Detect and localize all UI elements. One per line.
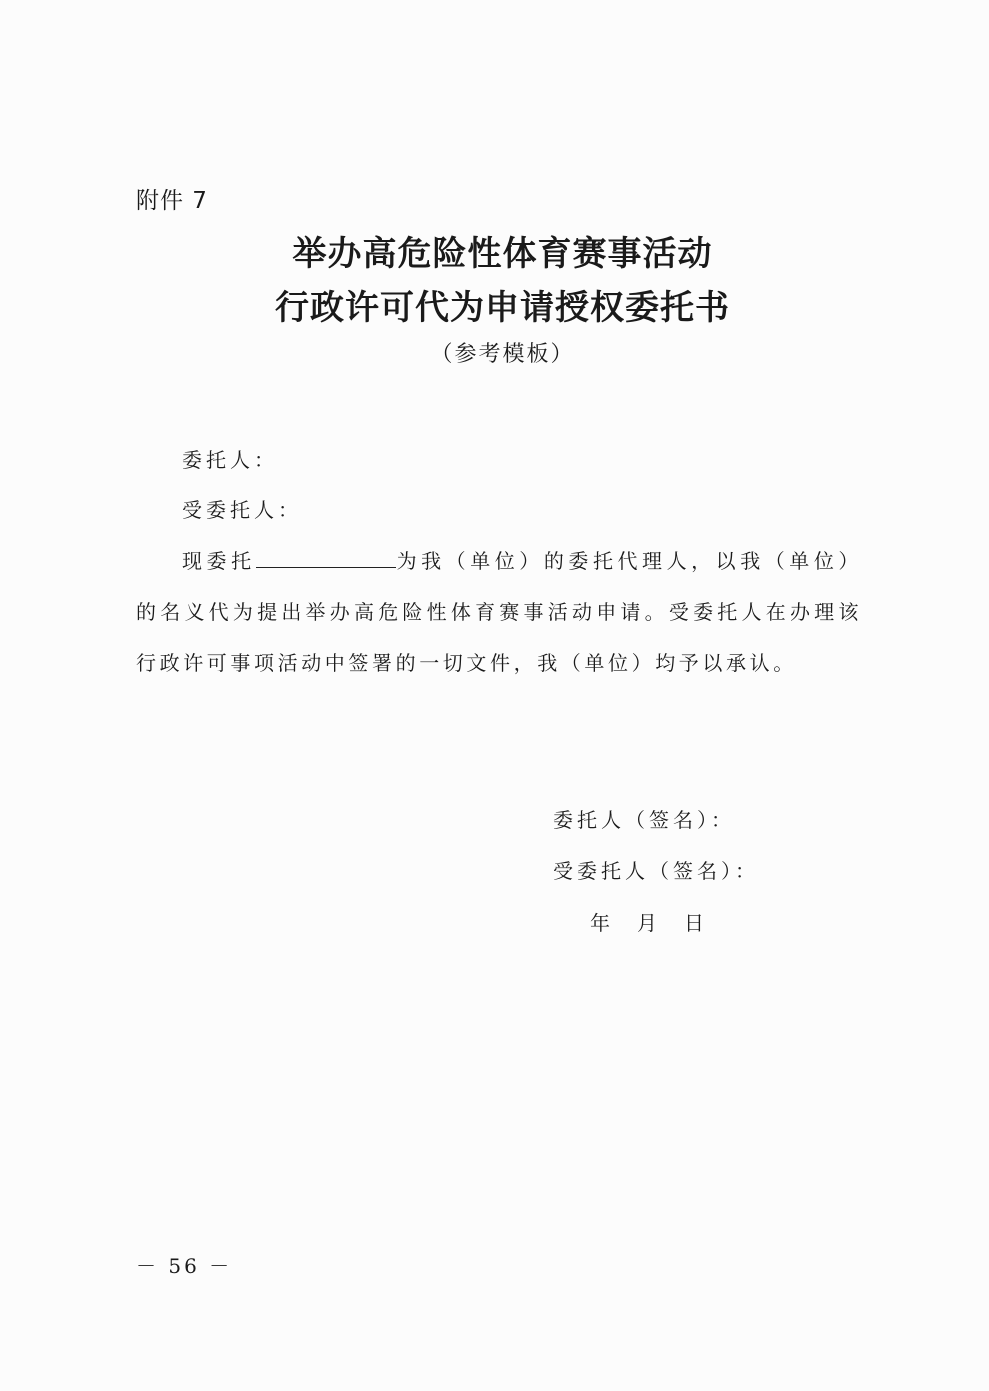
authorization-paragraph	[136, 536, 862, 689]
principal-signature-label: 委托人（签名）：	[553, 808, 735, 832]
date-day-label: 日	[684, 911, 704, 935]
principal-field-label: 委托人：	[182, 448, 278, 472]
date-month-label: 月	[637, 911, 657, 935]
page-number: － 56 －	[136, 1254, 233, 1278]
document-title-line-2: 行政许可代为申请授权委托书	[275, 288, 730, 328]
agent-name-blank	[256, 549, 396, 568]
document-title-line-1: 举办高危险性体育赛事活动	[292, 234, 713, 274]
paragraph-lead-text: 现委托	[182, 549, 256, 573]
agent-field-label: 受委托人：	[182, 498, 302, 522]
document-subtitle: （参考模板）	[430, 342, 575, 367]
attachment-label: 附件 7	[136, 188, 208, 214]
date-year-label: 年	[590, 911, 610, 935]
agent-signature-label: 受委托人（签名）：	[553, 859, 759, 883]
paragraph-body-text: 为我（单位）的委托代理人，以我（单位）的名义代为提出举办高危险性体育赛事活动申请。受委托人在办理该行政许可事项活动中签署的一切文件，我（单位）均予以承认。	[136, 549, 862, 675]
